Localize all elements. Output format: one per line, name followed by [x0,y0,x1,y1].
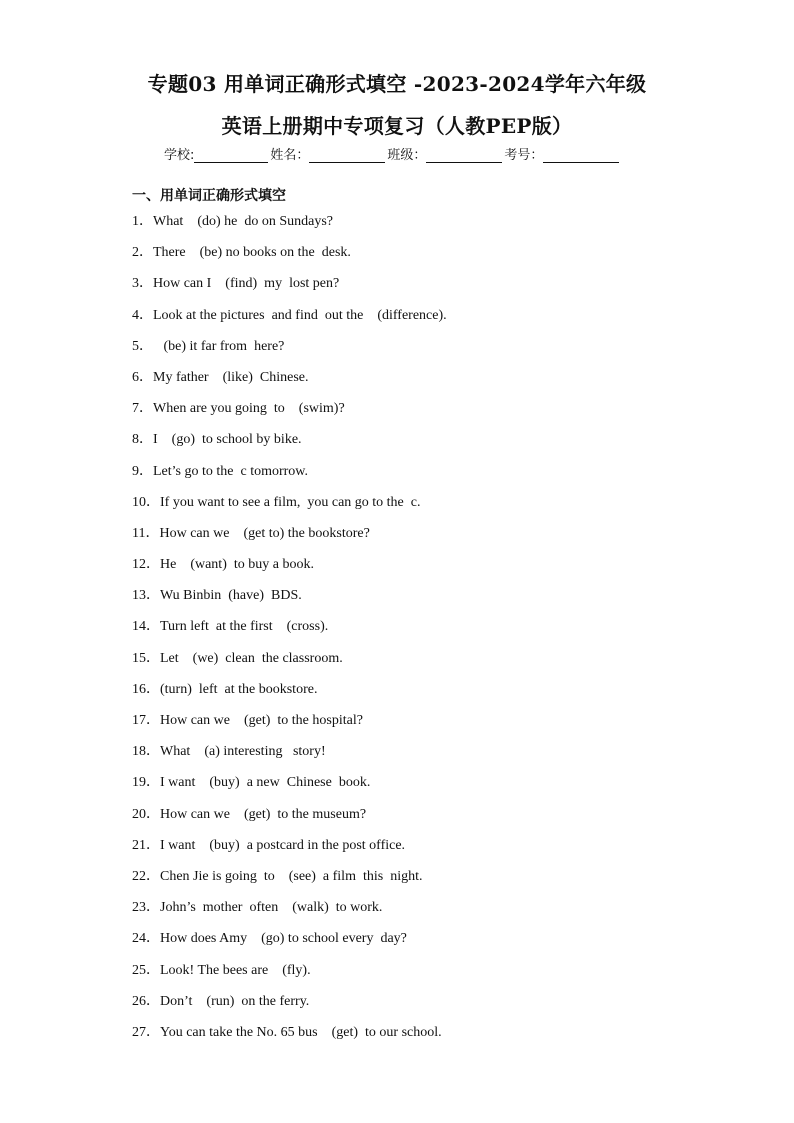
question-item [132,243,752,274]
name-blank [309,148,385,163]
question-text: I want (buy) a postcard in the post office. [160,837,406,853]
question-text: Wu Binbin (have) BDS. [160,588,302,604]
question-number: 10． [132,494,160,510]
question-text: I want (buy) a new Chinese book. [160,775,371,791]
question-number: 25． [132,962,160,978]
question-item [132,368,752,399]
question-number: 13． [132,588,160,604]
question-item [132,212,752,243]
question-number: 19． [132,775,160,791]
question-number: 8． [132,432,153,448]
question-text: Look at the pictures and find out the (difference). [153,307,447,323]
question-number: 21． [132,837,160,853]
question-text: Don’t (run) on the ferry. [160,993,310,1009]
question-item [132,773,752,804]
question-number: 11． [132,525,160,541]
question-item [132,274,752,305]
question-item [132,742,752,773]
question-item [132,961,752,992]
question-text: Let (we) clean the classroom. [160,650,343,666]
question-number: 24． [132,931,160,947]
exam-number-blank [543,148,619,163]
question-text: You can take the No. 65 bus (get) to our school. [160,1024,442,1040]
question-text: I (go) to school by bike. [153,432,302,448]
student-info-row [164,144,621,163]
question-item [132,836,752,867]
school-blank [194,148,268,163]
question-number: 5． [132,338,153,354]
question-text: Chen Jie is going to (see) a film this night. [160,868,423,884]
question-text: How does Amy (go) to school every day? [160,931,407,947]
question-number: 14． [132,619,160,635]
question-text: If you want to see a film, you can go to the c. [160,494,421,510]
question-text: How can we (get to) the bookstore? [159,525,370,541]
question-text: (turn) left at the bookstore. [160,681,318,697]
question-item [132,1023,752,1054]
question-number: 18． [132,744,160,760]
question-text: (be) it far from here? [153,338,285,354]
section-heading: 一、用单词正确形式填空 [132,188,286,204]
question-item [132,399,752,430]
question-number: 4． [132,307,153,323]
question-text: My father (like) Chinese. [153,369,309,385]
question-item [132,992,752,1023]
question-number: 9． [132,463,153,479]
document-title-line-2: 英语上册期中专项复习（人教PEP版） [221,114,573,138]
question-text: How can we (get) to the hospital? [160,713,363,728]
question-number: 16． [132,681,160,697]
question-item [132,337,752,368]
class-blank [426,148,502,163]
question-item [132,306,752,337]
question-number: 20． [132,806,160,822]
question-number: 7． [132,401,153,417]
question-item [132,898,752,929]
question-item [132,493,752,524]
question-item [132,617,752,648]
question-text: How can we (get) to the museum? [160,806,367,822]
question-number: 12． [132,557,160,573]
question-item [132,524,752,555]
question-text: There (be) no books on the desk. [153,245,351,261]
question-number: 15． [132,650,160,666]
question-number: 3． [132,276,153,292]
question-text: Look! The bees are (fly). [160,962,311,978]
question-text: How can I (find) my lost pen? [153,276,340,292]
question-item [132,867,752,898]
question-text: When are you going to (swim)? [153,401,345,417]
question-number: 26． [132,993,160,1009]
question-text: What (do) he do on Sundays? [153,214,334,229]
question-item [132,462,752,493]
question-number: 17． [132,713,160,728]
question-item [132,805,752,836]
class-label: 班级： [387,148,427,163]
name-label: 姓名： [270,148,310,163]
question-number: 23． [132,900,160,916]
question-text: What (a) interesting story! [160,744,326,760]
question-number: 1． [132,214,153,229]
question-item [132,586,752,617]
question-number: 2． [132,245,153,261]
document-title-line-1: 专题03 用单词正确形式填空 -2023-2024学年六年级 [147,72,647,96]
question-number: 6． [132,369,153,385]
question-number: 27． [132,1024,160,1040]
question-text: Let’s go to the c tomorrow. [153,463,309,479]
school-label: 学校: [164,148,195,163]
question-text: John’s mother often (walk) to work. [160,900,383,916]
question-item [132,649,752,680]
question-item [132,680,752,711]
exam-number-label: 考号： [504,148,544,163]
question-list [132,212,752,1054]
question-item [132,430,752,461]
question-text: He (want) to buy a book. [160,557,314,573]
question-item [132,555,752,586]
question-number: 22． [132,868,160,884]
question-item [132,711,752,742]
question-item [132,929,752,960]
question-text: Turn left at the first (cross). [160,619,329,635]
